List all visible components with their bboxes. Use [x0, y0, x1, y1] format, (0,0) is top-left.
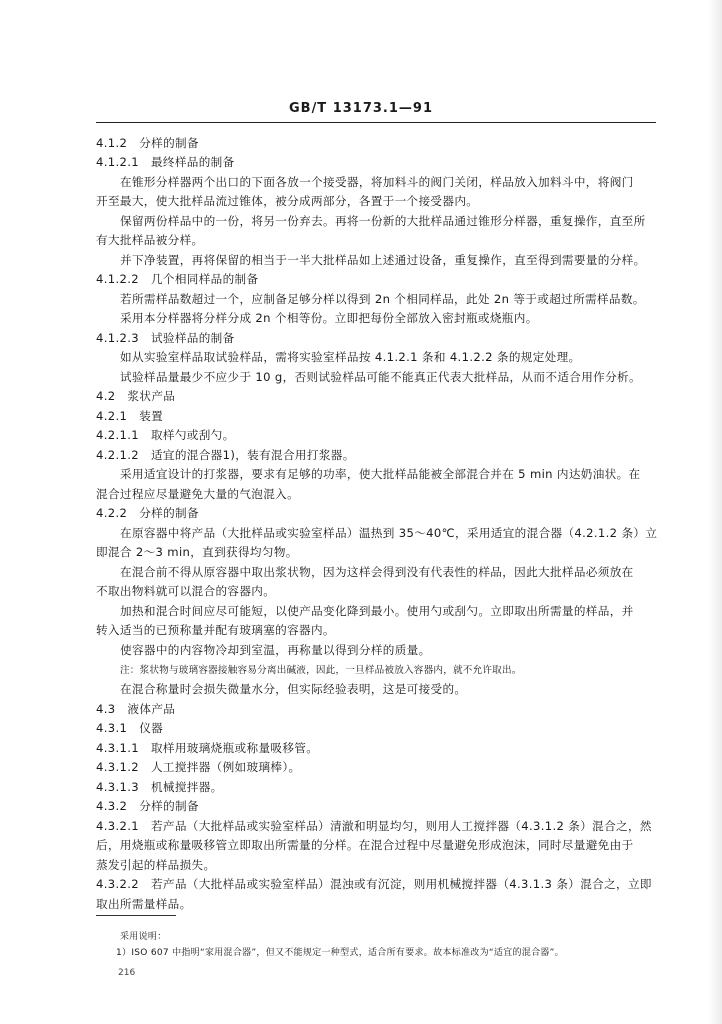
paragraph-line: 后，用烧瓶或称量吸移管立即取出所需量的分样。在混合过程中尽量避免形成泡沫，同时尽量避免由于 [96, 838, 634, 852]
paragraph-line: 若所需样品数超过一个，应制备足够分样以得到 2n 个相同样品，此处 2n 等于或超过所需样品数。 [120, 292, 645, 306]
paragraph-line: 取出所需量样品。 [96, 897, 192, 911]
list-item: 4.3.1.1 取样用玻璃烧瓶或称量吸移管。 [96, 741, 319, 755]
subsection-heading: 4.1.2.2 几个相同样品的制备 [96, 272, 259, 286]
paragraph-line: 使容器中的内容物冷却到室温，再称量以得到分样的质量。 [120, 643, 431, 657]
paragraph-line: 即混合 2～3 min，直到获得均匀物。 [96, 545, 298, 559]
page-number: 216 [118, 968, 136, 978]
subsection-heading: 4.2.1 装置 [96, 409, 164, 423]
paragraph-line: 并下净装置，再将保留的相当于一半大批样品如上述通过设备，重复操作，直至得到需要量的分样。 [120, 253, 646, 267]
paragraph-line: 试验样品量最少不应少于 10 g，否则试验样品可能不能真正代表大批样品，从而不适合用作分析。 [120, 370, 641, 384]
paragraph-line: 如从实验室样品取试验样品，需将实验室样品按 4.1.2.1 条和 4.1.2.2 条的规定处理。 [120, 350, 581, 364]
list-item: 4.2.1.1 取样勺或刮勺。 [96, 428, 235, 442]
paragraph-line: 有大批样品被分样。 [96, 233, 204, 247]
paragraph-line: 混合过程应尽量避免大量的气泡混入。 [96, 487, 300, 501]
subsection-heading: 4.3.1 仪器 [96, 721, 164, 735]
standard-number-header: GB/T 13173.1—91 [288, 101, 434, 116]
paragraph-line: 加热和混合时间应尽可能短，以使产品变化降到最小。使用勺或刮勺。立即取出所需量的样品，并 [120, 604, 634, 618]
footnote-text: 1）ISO 607 中指明“家用混合器”，但又不能规定一种型式，适合所有要求。故本标准改为“适宜的混合器”。 [116, 948, 564, 958]
list-item: 4.3.1.2 人工搅拌器（例如玻璃棒）。 [96, 760, 301, 774]
header-rule [96, 122, 656, 123]
subsection-heading: 4.3.2 分样的制备 [96, 799, 199, 813]
paragraph-line: 在混合称量时会损失微量水分，但实际经验表明，这是可接受的。 [120, 682, 467, 696]
section-heading: 4.2 浆状产品 [96, 389, 176, 403]
subsection-heading: 4.1.2.1 最终样品的制备 [96, 155, 235, 169]
subsection-heading: 4.1.2.3 试验样品的制备 [96, 331, 235, 345]
section-heading: 4.3 液体产品 [96, 702, 176, 716]
paragraph-line: 4.3.2.1 若产品（大批样品或实验室样品）清澈和明显均匀，则用人工搅拌器（4.3.1.2 条）混合之，然 [96, 819, 652, 833]
paragraph-line: 4.3.2.2 若产品（大批样品或实验室样品）混浊或有沉淀，则用机械搅拌器（4.3.1.3 条）混合之，立即 [96, 877, 652, 891]
note-line: 注：浆状物与玻璃容器接触容易分离出碱液，因此，一旦样品被放入容器内，就不允许取出。 [120, 665, 522, 676]
list-item: 4.2.1.2 适宜的混合器1)，装有混合用打浆器。 [96, 448, 355, 462]
paragraph-line: 在混合前不得从原容器中取出浆状物，因为这样会得到没有代表性的样品，因此大批样品必须放在 [120, 565, 634, 579]
list-item: 4.3.1.3 机械搅拌器。 [96, 780, 223, 794]
subsection-heading: 4.2.2 分样的制备 [96, 506, 199, 520]
paragraph-line: 采用适宜设计的打浆器，要求有足够的功率，使大批样品能被全部混合并在 5 min 内达奶油状。在 [120, 467, 641, 481]
paragraph-line: 转入适当的已预称量并配有玻璃塞的容器内。 [96, 623, 335, 637]
paragraph-line: 开至最大，使大批样品流过锥体，被分成两部分，各置于一个接受器内。 [96, 194, 479, 208]
page-edge-shadow [708, 0, 722, 1024]
paragraph-line: 在锥形分样器两个出口的下面各放一个接受器，将加料斗的阀门关闭，样品放入加料斗中，将阀门 [120, 175, 634, 189]
section-heading: 4.1.2 分样的制备 [96, 136, 199, 150]
footnote-rule [96, 915, 176, 916]
paragraph-line: 保留两份样品中的一份，将另一份弃去。再将一份新的大批样品通过锥形分样器，重复操作，直至所 [120, 214, 646, 228]
paragraph-line: 在原容器中将产品（大批样品或实验室样品）温热到 35～40℃，采用适宜的混合器（4.2.1.2 条）立 [120, 526, 658, 540]
paragraph-line: 采用本分样器将分样分成 2n 个相等份。立即把每份全部放入密封瓶或烧瓶内。 [120, 311, 538, 325]
footnote-title: 采用说明： [120, 932, 167, 942]
paragraph-line: 蒸发引起的样品损失。 [96, 858, 216, 872]
paragraph-line: 不取出物料就可以混合的容器内。 [96, 584, 276, 598]
